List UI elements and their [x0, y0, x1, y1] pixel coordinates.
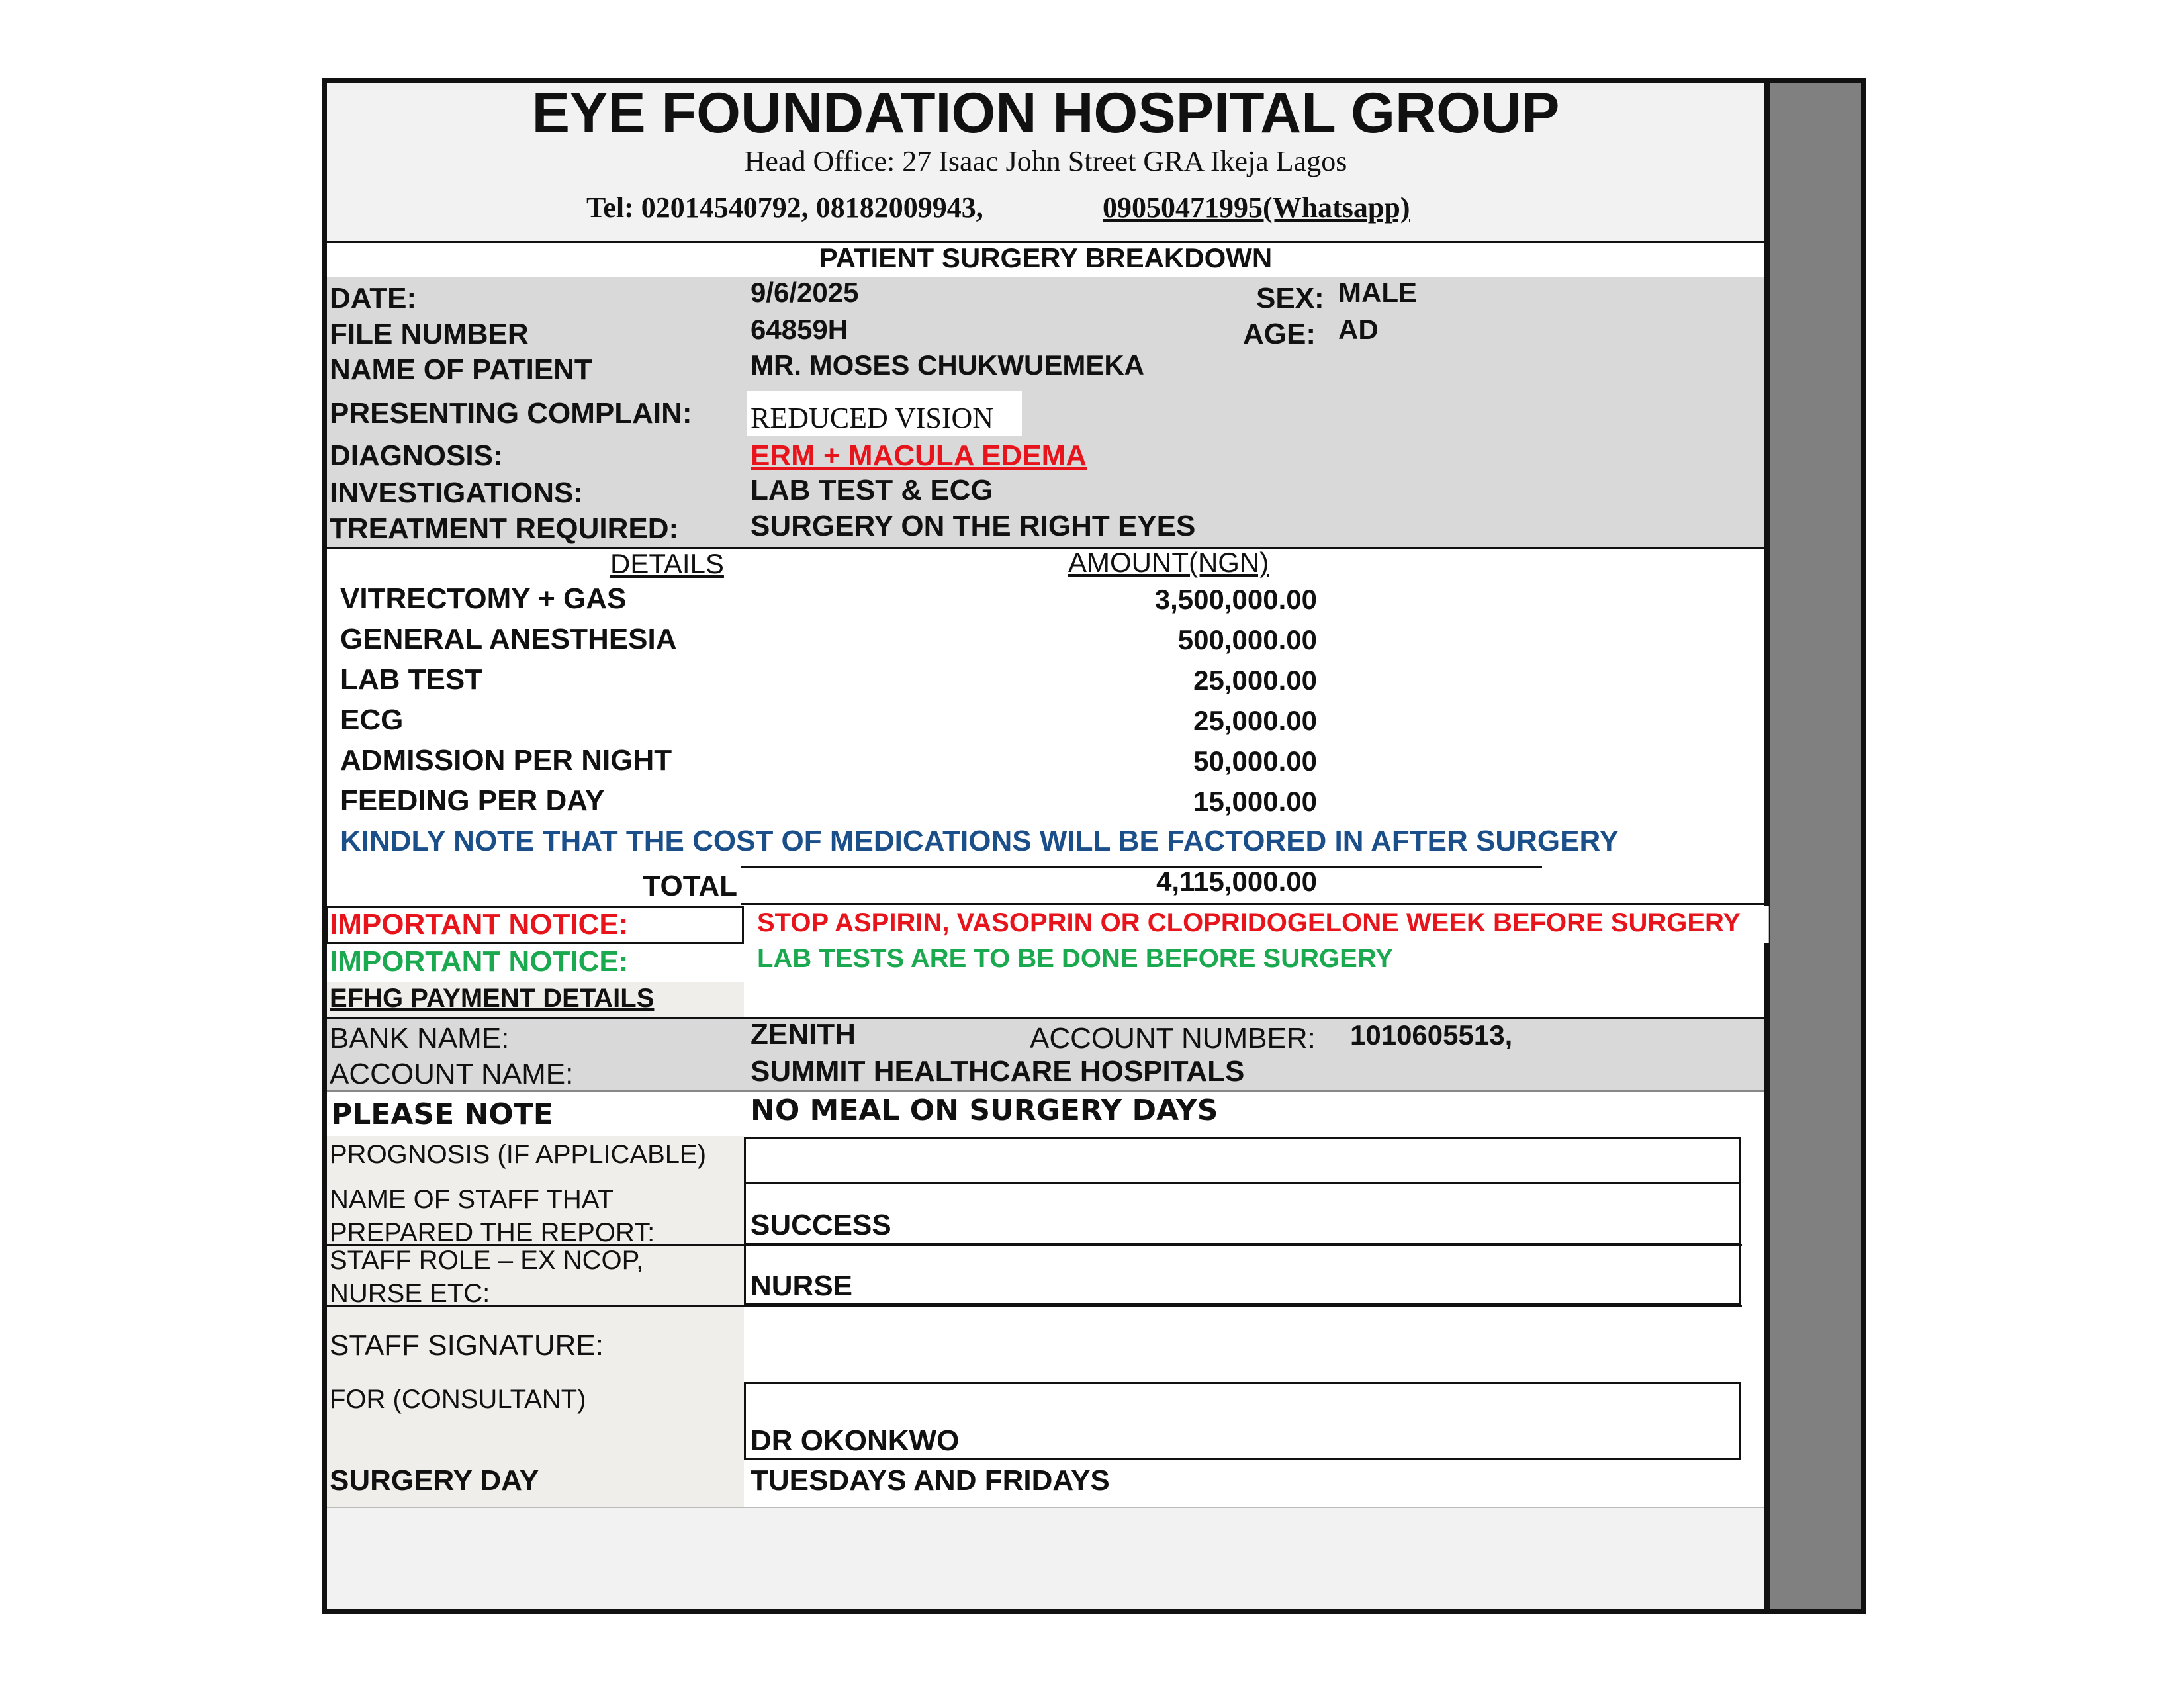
prepared-label-line1: NAME OF STAFF THAT [330, 1185, 614, 1214]
prognosis-label: PROGNOSIS (IF APPLICABLE) [330, 1140, 707, 1169]
investigations-label: INVESTIGATIONS: [330, 477, 583, 509]
payment-title: EFHG PAYMENT DETAILS [330, 984, 655, 1013]
please-note-text: NO MEAL ON SURGERY DAYS [751, 1094, 1218, 1127]
sex-value: MALE [1338, 277, 1417, 308]
account-name-label: ACCOUNT NAME: [330, 1058, 574, 1090]
notice-1-text: STOP ASPIRIN, VASOPRIN OR CLOPRIDOGELONE WEEK BEFORE SURGERY [757, 908, 1741, 937]
signature-label: STAFF SIGNATURE: [330, 1329, 604, 1362]
divider [324, 982, 326, 1017]
notice-2-text: LAB TESTS ARE TO BE DONE BEFORE SURGERY [757, 944, 1393, 973]
account-number-label: ACCOUNT NUMBER: [1030, 1022, 1316, 1055]
total-label: TOTAL [643, 870, 737, 902]
age-value: AD [1338, 314, 1379, 345]
cost-item-amount: 25,000.00 [1193, 665, 1317, 696]
treatment-value: SURGERY ON THE RIGHT EYES [751, 510, 1196, 542]
prepared-label-line2: PREPARED THE REPORT: [330, 1218, 655, 1247]
surgery-day-label: SURGERY DAY [330, 1464, 539, 1497]
complain-label: PRESENTING COMPLAIN: [330, 397, 692, 430]
prognosis-box [744, 1137, 1741, 1184]
role-label-line2: NURSE ETC: [330, 1279, 490, 1308]
consultant-label: FOR (CONSULTANT) [330, 1385, 586, 1414]
patient-name-label: NAME OF PATIENT [330, 353, 592, 386]
divider [327, 547, 1764, 549]
notice-1-label: IMPORTANT NOTICE: [330, 908, 629, 941]
bank-name-value: ZENITH [751, 1018, 856, 1051]
footer-band [327, 1507, 1764, 1609]
file-number-value: 64859H [751, 314, 848, 345]
role-label-line1: STAFF ROLE – EX NCOP, [330, 1246, 644, 1275]
cost-item-name: FEEDING PER DAY [340, 784, 605, 817]
patient-name-value: MR. MOSES CHUKWUEMEKA [751, 350, 1144, 381]
divider [741, 903, 1764, 905]
diagnosis-value: ERM + MACULA EDEMA [751, 440, 1087, 472]
cost-item-name: GENERAL ANESTHESIA [340, 623, 677, 655]
account-number-value: 1010605513, [1350, 1019, 1513, 1051]
section-title: PATIENT SURGERY BREAKDOWN [819, 242, 1273, 273]
account-name-value: SUMMIT HEALTHCARE HOSPITALS [751, 1055, 1245, 1088]
divider [327, 1507, 1764, 1508]
please-note-label: PLEASE NOTE [331, 1098, 553, 1131]
cost-item-name: ADMISSION PER NIGHT [340, 744, 672, 776]
prepared-value: SUCCESS [751, 1209, 891, 1241]
cost-item-amount: 500,000.00 [1177, 624, 1317, 655]
cost-item-amount: 3,500,000.00 [1154, 584, 1317, 615]
hospital-title: EYE FOUNDATION HOSPITAL GROUP [531, 81, 1560, 145]
divider [324, 547, 326, 583]
amount-header: AMOUNT(NGN) [1068, 547, 1269, 578]
cost-item-name: ECG [340, 704, 404, 736]
prepared-box [744, 1182, 1741, 1244]
phone-numbers: Tel: 02014540792, 08182009943, [586, 191, 983, 224]
medication-note: KINDLY NOTE THAT THE COST OF MEDICATIONS WILL BE FACTORED IN AFTER SURGERY [340, 825, 1619, 857]
bank-name-label: BANK NAME: [330, 1022, 510, 1055]
diagnosis-label: DIAGNOSIS: [330, 440, 503, 472]
notice-2-label: IMPORTANT NOTICE: [330, 945, 629, 978]
divider [327, 1305, 1742, 1307]
role-value: NURSE [751, 1270, 853, 1302]
complain-value: REDUCED VISION [751, 402, 994, 434]
date-value: 9/6/2025 [751, 277, 859, 308]
head-office-address: Head Office: 27 Isaac John Street GRA Ikeja Lagos [744, 145, 1347, 177]
role-box [744, 1243, 1741, 1305]
file-number-label: FILE NUMBER [330, 318, 529, 350]
treatment-label: TREATMENT REQUIRED: [330, 512, 679, 545]
age-label: AGE: [1243, 318, 1316, 350]
whatsapp-number[interactable]: 09050471995(Whatsapp) [1103, 191, 1410, 224]
consultant-value: DR OKONKWO [751, 1425, 960, 1457]
cost-item-name: VITRECTOMY + GAS [340, 583, 627, 615]
investigations-value: LAB TEST & ECG [751, 474, 993, 506]
total-value: 4,115,000.00 [1156, 866, 1317, 897]
side-bar-decoration [1764, 78, 1866, 1614]
cost-item-name: LAB TEST [340, 663, 483, 696]
cost-item-amount: 15,000.00 [1193, 786, 1317, 817]
cost-item-amount: 50,000.00 [1193, 745, 1317, 776]
sex-label: SEX: [1256, 282, 1324, 314]
details-header: DETAILS [610, 548, 724, 579]
cost-item-amount: 25,000.00 [1193, 705, 1317, 736]
surgery-day-value: TUESDAYS AND FRIDAYS [751, 1464, 1110, 1497]
date-label: DATE: [330, 282, 417, 314]
